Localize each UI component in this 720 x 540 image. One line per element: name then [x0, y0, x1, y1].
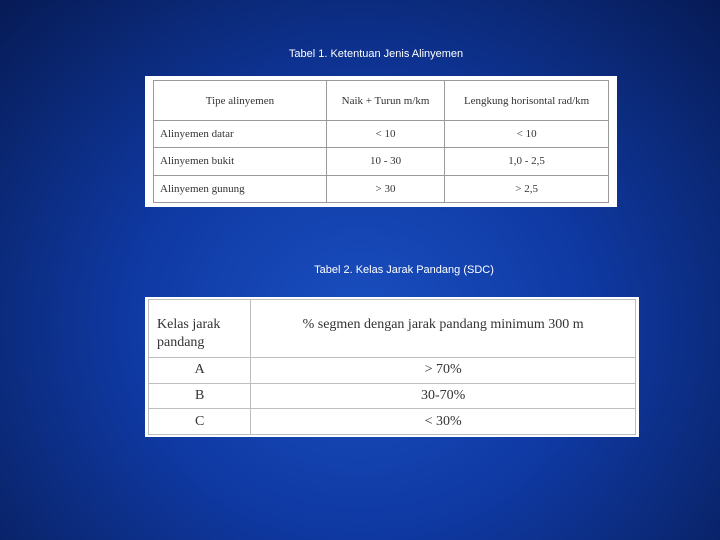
- table-cell: Alinyemen datar: [154, 121, 327, 148]
- table-row: [149, 409, 636, 435]
- table-cell: 10 - 30: [326, 148, 444, 175]
- table-cell: 30-70%: [251, 383, 636, 409]
- table-header-cell: Lengkung horisontal rad/km: [445, 81, 609, 121]
- table-row: [149, 383, 636, 409]
- jarak-pandang-table: [148, 299, 636, 435]
- table-cell: > 30: [326, 175, 444, 202]
- table-row: [149, 358, 636, 384]
- table-cell: C: [149, 409, 251, 435]
- table-row: [154, 121, 609, 148]
- table-cell: A: [149, 358, 251, 384]
- table-row: [154, 148, 609, 175]
- alinyemen-table: [153, 80, 609, 203]
- table2-image: [145, 297, 639, 437]
- table-cell: > 2,5: [445, 175, 609, 202]
- table-header-cell: Naik + Turun m/km: [326, 81, 444, 121]
- table-cell: Alinyemen bukit: [154, 148, 327, 175]
- table-row: [154, 175, 609, 202]
- table-header-cell: Tipe alinyemen: [154, 81, 327, 121]
- table-cell: < 30%: [251, 409, 636, 435]
- table-header-cell: Kelas jarak pandang: [149, 300, 251, 358]
- table-cell: < 10: [445, 121, 609, 148]
- table-header-row: [154, 81, 609, 121]
- table2-caption: Tabel 2. Kelas Jarak Pandang (SDC): [314, 264, 494, 276]
- table-cell: < 10: [326, 121, 444, 148]
- table-cell: Alinyemen gunung: [154, 175, 327, 202]
- table1-image: [145, 76, 617, 207]
- table1-caption: Tabel 1. Ketentuan Jenis Alinyemen: [288, 48, 464, 60]
- table-header-cell: % segmen dengan jarak pandang minimum 300 m: [251, 300, 636, 358]
- table-header-row: [149, 300, 636, 358]
- table-cell: > 70%: [251, 358, 636, 384]
- table-cell: B: [149, 383, 251, 409]
- table-cell: 1,0 - 2,5: [445, 148, 609, 175]
